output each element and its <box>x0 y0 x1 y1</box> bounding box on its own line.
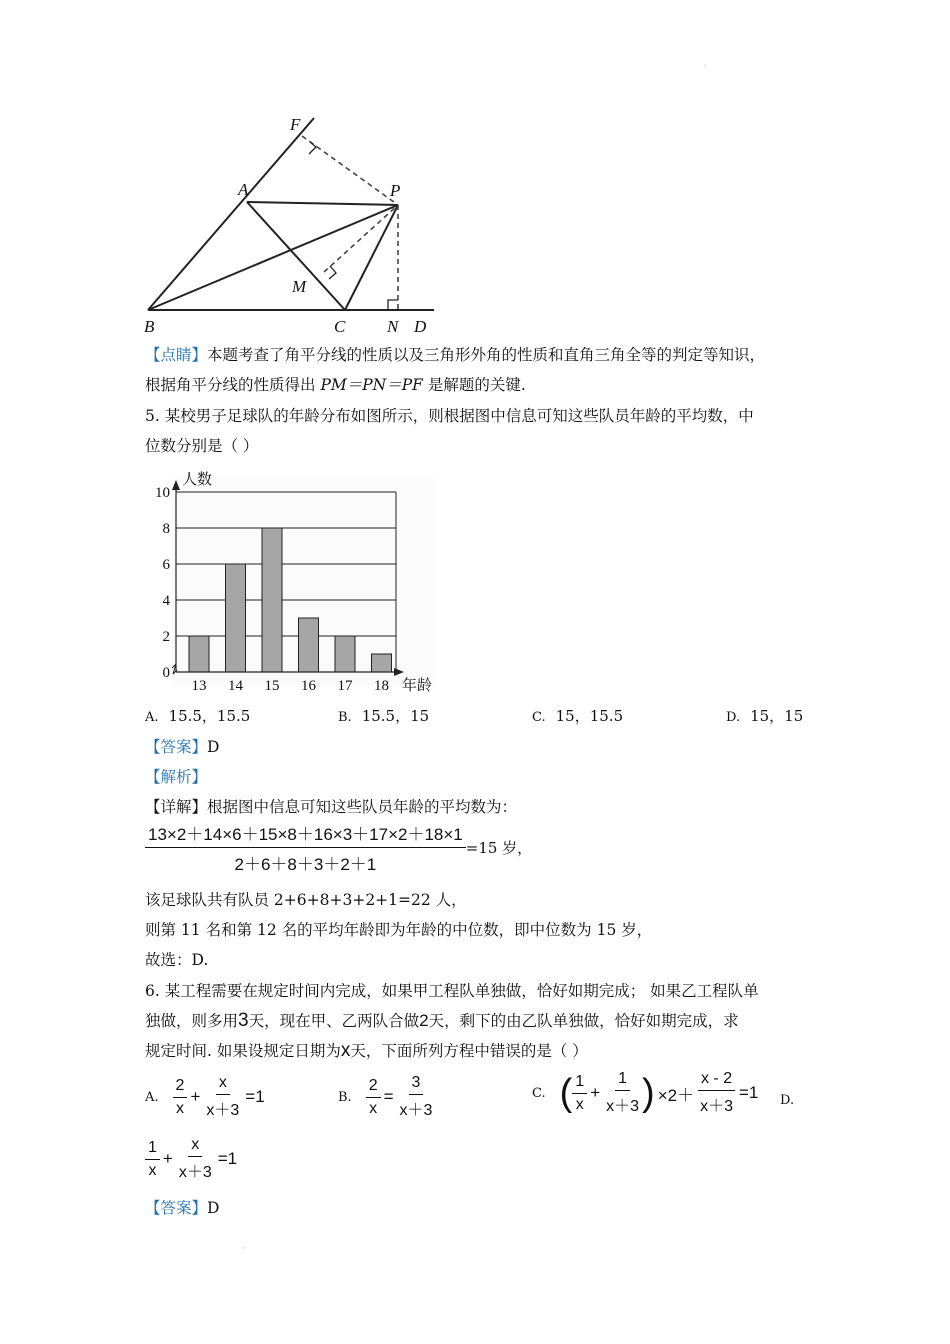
label-f: F <box>290 115 301 134</box>
ray-bf <box>148 118 314 310</box>
q5-option-b[interactable]: B. 15.5，15 <box>338 707 430 725</box>
q6-option-d-label[interactable]: D. <box>780 1093 795 1108</box>
x-tick-13: 13 <box>191 678 207 694</box>
right-angle-n <box>388 300 398 310</box>
q5-mean-formula <box>145 820 532 875</box>
q6-stem-line2: 独做，则多用3天，现在甲、乙两队合做2天，剩下的由乙队单独做，恰好如期完成，求 <box>145 1010 739 1031</box>
line-cp <box>345 205 398 310</box>
x-tick-16: 16 <box>301 678 316 694</box>
dianjing-math: PM＝PN＝PF <box>320 376 423 394</box>
formula-result: =15 岁， <box>465 839 533 857</box>
q5-stem-line1: 5. 某校男子足球队的年龄分布如图所示，则根据图中信息可知这些队员年龄的平均数，中 <box>145 407 754 425</box>
age-bar-chart <box>140 468 440 696</box>
label-a: A <box>238 180 249 199</box>
label-p: P <box>390 181 401 200</box>
geometry-figure <box>140 108 440 340</box>
y-tick-10: 10 <box>155 485 170 501</box>
x-tick-17: 17 <box>337 678 353 694</box>
y-tick-0: 0 <box>162 665 170 681</box>
dianjing-line2: 根据角平分线的性质得出 PM＝PN＝PF 是解题的关键. <box>145 376 526 394</box>
bar-age-15 <box>262 528 282 672</box>
label-c: C <box>334 317 346 336</box>
q6-stem-line1: 6. 某工程需要在规定时间内完成，如果甲工程队单独做，恰好如期完成； 如果乙工程队单 <box>145 982 759 1000</box>
dash-pf <box>302 136 401 205</box>
q5-choose-line: 故选：D. <box>145 951 209 969</box>
x-axis-label: 年龄 <box>402 678 433 694</box>
q6-stem-line3: 规定时间. 如果设规定日期为x天，下面所列方程中错误的是（ ） <box>145 1040 588 1061</box>
right-angle-m <box>329 266 336 279</box>
bar-age-13 <box>189 636 209 672</box>
dash-pm <box>324 205 398 272</box>
label-n: N <box>387 317 399 336</box>
label-m: M <box>292 277 307 296</box>
formula-numerator: 13×2＋14×6＋15×8＋16×3＋17×2＋18×1 <box>145 820 466 848</box>
q6-answer: 【答案】D <box>145 1199 220 1217</box>
bar-age-14 <box>226 564 246 672</box>
y-axis-label: 人数 <box>182 472 213 488</box>
q5-option-d[interactable]: D. 15，15 <box>726 707 804 725</box>
q5-analysis-tag: 【解析】 <box>145 768 208 786</box>
dianjing-tag: 【点睛】 <box>145 346 208 364</box>
q5-stem-line2: 位数分别是（ ） <box>145 437 259 455</box>
bar-age-16 <box>299 618 319 672</box>
q5-answer: 【答案】D <box>145 738 220 756</box>
label-d: D <box>414 317 427 336</box>
q5-option-a[interactable]: A. 15.5，15.5 <box>145 707 251 725</box>
q6-option-d[interactable]: $\frac{1}{x}$ + $\frac{x}{x+3}$ =1 <box>145 1136 240 1182</box>
y-tick-8: 8 <box>162 521 170 537</box>
bar-age-18 <box>372 654 392 672</box>
page-mark-bottom: · <box>242 1244 245 1253</box>
y-tick-2: 2 <box>162 629 170 645</box>
q6-option-a[interactable]: A. $\frac{2}{x}$ + $\frac{x}{x+3}$ =1 <box>145 1074 265 1119</box>
x-tick-14: 14 <box>228 678 243 694</box>
dianjing-line1: 【点睛】本题考查了角平分线的性质以及三角形外角的性质和直角三角全等的判定等知识， <box>145 346 766 364</box>
right-angle-f <box>309 142 316 154</box>
y-tick-6: 6 <box>162 557 170 573</box>
line-bp <box>148 205 398 310</box>
formula-denominator: 2＋6＋8＋3＋2＋1 <box>234 855 377 874</box>
bar-age-17 <box>335 636 355 672</box>
page-mark-top: · <box>704 62 707 71</box>
label-b: B <box>144 317 155 336</box>
q5-detail: 【详解】根据图中信息可知这些队员年龄的平均数为： <box>145 798 518 816</box>
q6-option-c[interactable]: C. ( $\frac{1}{x}$ + $\frac{1}{x+3}$ ) ×2＋ $\frac{x - 2}{x+3}$ =1 <box>532 1070 759 1115</box>
y-tick-4: 4 <box>162 593 170 609</box>
q5-median-line: 则第 11 名和第 12 名的平均年龄即为年龄的中位数，即中位数为 15 岁， <box>145 921 653 939</box>
line-ap <box>247 202 398 205</box>
x-tick-18: 18 <box>374 678 389 694</box>
x-tick-15: 15 <box>264 678 280 694</box>
q5-total-line: 该足球队共有队员 2+6+8+3+2+1=22 人， <box>145 891 467 909</box>
q5-option-c[interactable]: C. 15，15.5 <box>532 707 624 725</box>
q6-option-b[interactable]: B. $\frac{2}{x}$ = $\frac{3}{x+3}$ <box>338 1074 433 1119</box>
